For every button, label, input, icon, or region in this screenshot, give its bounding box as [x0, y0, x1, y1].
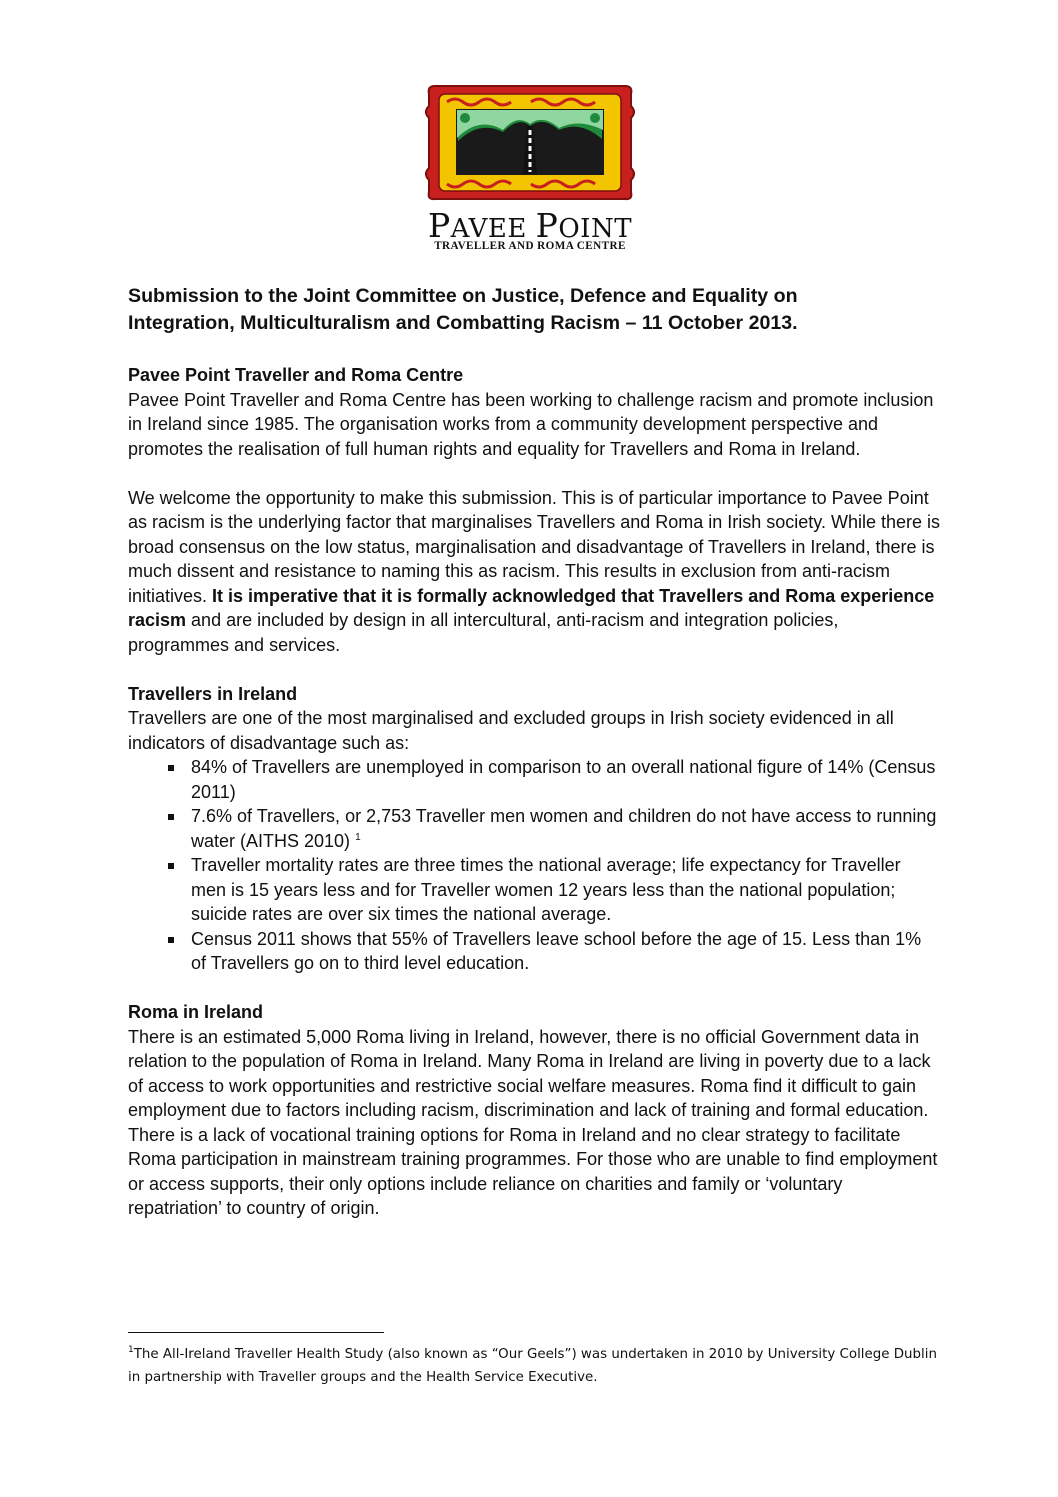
bullet-square-icon: [168, 814, 174, 820]
logo-subtitle: TRAVELLER AND ROMA CENTRE: [434, 240, 626, 252]
bullet-item: [128, 804, 940, 853]
footnote-separator: [128, 1332, 384, 1333]
bullet-text: Traveller mortality rates are three times the national average; life expectancy for Traveller men is 15 years less and for Traveller women 12 years less than the national population; suicide rates are over six times the national average.: [191, 855, 901, 924]
document-body: [128, 283, 940, 1221]
spacer: [128, 337, 940, 363]
paragraph-text: and are included by design in all intercultural, anti-racism and integration policies, programmes and services.: [128, 610, 839, 655]
document-title-line-1: Submission to the Joint Committee on Justice, Defence and Equality on: [128, 285, 798, 307]
footnote: [128, 1343, 948, 1389]
bullet-list: [128, 755, 940, 976]
logo-name-initial-1: P: [427, 206, 451, 245]
bullet-item: [128, 927, 940, 976]
bullet-text: 84% of Travellers are unemployed in comparison to an overall national figure of 14% (Census 2011): [191, 757, 936, 802]
footnote-reference[interactable]: 1: [355, 831, 361, 843]
spacer: [128, 976, 940, 1001]
bullet-square-icon: [168, 765, 174, 771]
section-heading-roma: Roma in Ireland: [128, 1002, 264, 1022]
bullet-square-icon: [168, 863, 174, 869]
section-paragraph-roma: There is an estimated 5,000 Roma living in Ireland, however, there is no official Government data in relation to the population of Roma in Ireland. Many Roma in Ireland are living in poverty due to a lack of access to work opportunities and restrictive social welfare measures. Roma find it difficult to gain employment due to factors including racism, discrimination and lack of training and formal education. There is a lack of vocational training options for Roma in Ireland and no clear strategy to facilitate Roma participation in mainstream training programmes. For those who are unable to find employment or access supports, their only options include reliance on charities and family or ‘voluntary repatriation’ to country of origin.: [128, 1026, 938, 1218]
footnote-text: The All-Ireland Traveller Health Study (also known as “Our Geels”) was undertaken in 2010 by University College Dublin in partnership with Traveller groups and the Health Service Executive.: [128, 1347, 937, 1385]
bullet-square-icon: [168, 937, 174, 943]
spacer: [128, 461, 940, 486]
bullet-item: [128, 755, 940, 804]
logo-name-rest-1: AVEE: [450, 214, 527, 244]
logo-name-initial-2: P: [535, 206, 559, 245]
spacer: [128, 657, 940, 682]
pavee-point-logo: [419, 80, 641, 260]
paragraph-bold-text: It is imperative that it is formally acknowledged that Travellers and Roma experience racism: [128, 585, 935, 630]
logo-emblem: [419, 80, 641, 205]
section-heading-pavee-point: Pavee Point Traveller and Roma Centre: [128, 365, 464, 385]
section-paragraph-intro: Pavee Point Traveller and Roma Centre has been working to challenge racism and promote inclusion in Ireland since 1985. The organisation works from a community development perspective and promotes the realisation of full human rights and equality for Travellers and Roma in Ireland.: [128, 389, 934, 459]
bullet-text: Census 2011 shows that 55% of Travellers leave school before the age of 15. Less than 1% of Travellers go on to third level education.: [191, 928, 922, 973]
section-paragraph-travellers-intro: Travellers are one of the most marginalised and excluded groups in Irish society evidenced in all indicators of disadvantage such as:: [128, 708, 894, 753]
section-heading-travellers: Travellers in Ireland: [128, 683, 298, 704]
bullet-item: [128, 853, 940, 927]
footnote-number: 1: [128, 1345, 134, 1355]
bullet-text: 7.6% of Travellers, or 2,753 Traveller men women and children do not have access to running water (AITHS 2010): [191, 806, 937, 851]
document-title-line-2: Integration, Multiculturalism and Combatting Racism – 11 October 2013.: [128, 312, 798, 334]
section-paragraph-welcome: [128, 486, 940, 658]
paragraph-text: We welcome the opportunity to make this submission. This is of particular importance to Pavee Point as racism is the underlying factor that marginalises Travellers and Roma in Irish society. While there is broad consensus on the low status, marginalisation and disadvantage of Travellers in Ireland, there is much dissent and resistance to naming this as racism. This results in exclusion from anti-racism initiatives.: [128, 487, 940, 606]
logo-name-rest-2: OINT: [558, 214, 633, 244]
